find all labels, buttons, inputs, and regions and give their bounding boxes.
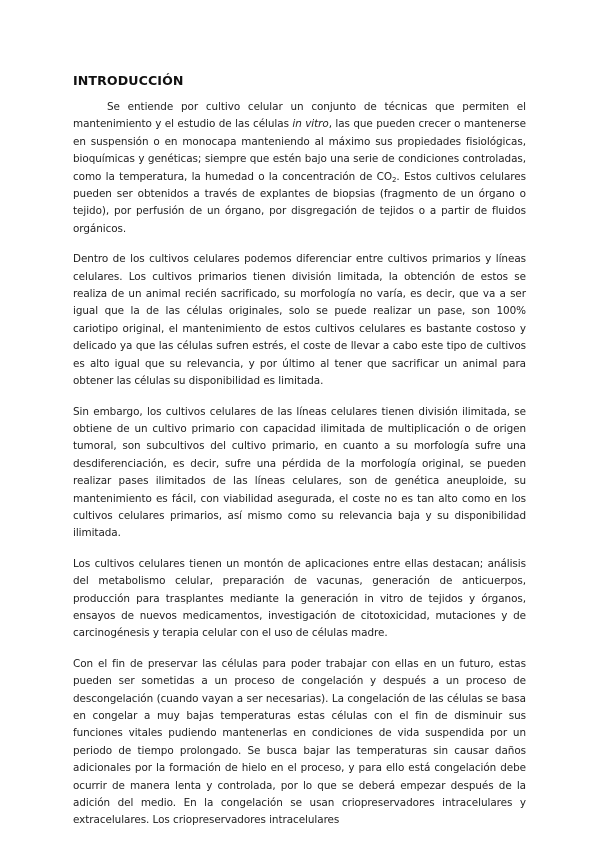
paragraph-applications: Los cultivos celulares tienen un montón de aplicaciones entre ellas destacan; análisis del metabolismo celular, preparación de vacunas, generación de anticuerpos, producción para trasplantes mediante la generación in vitro de tejidos y órganos, ensayos de nuevos medicamentos, investigación de citotoxicidad, mutaciones y de carcinogénesis y terapia celular con el uso de células madre. xyxy=(73,557,526,640)
paragraph-cell-lines: Sin embargo, los cultivos celulares de las líneas celulares tienen división ilimitada, se obtiene de un cultivo primario con capacidad ilimitada de multiplicación o de origen tumoral, son subcultivos del cultivo primario, en cuanto a su morfología sufre una desdiferenciación, es decir, sufre una pérdida de la morfología original, se pueden realizar pases ilimitados de las líneas celulares, son de genética aneuploide, su mantenimiento es fácil, con viabilidad asegurada, el coste no es tan alto como en los cultivos celulares primarios, así mismo como su relevancia baja y su disponibilidad ilimitada. xyxy=(73,405,526,540)
section-heading: INTRODUCCIÓN xyxy=(73,73,184,88)
paragraph-primary-vs-lines: Dentro de los cultivos celulares podemos diferenciar entre cultivos primarios y líneas celulares. Los cultivos primarios tienen división limitada, la obtención de estos se realiza de un animal recién sacrificado, su morfología no varía, es decir, que va a ser igual que la de las células originales, solo se puede realizar un pase, son 100% cariotipo original, el mantenimiento de estos cultivos celulares es bastante costoso y delicado ya que las células sufren estrés, el coste de llevar a cabo este tipo de cultivos es alto igual que su relevancia, y por último al tener que sacrificar un animal para obtener las células su disponibilidad es limitada. xyxy=(73,253,526,388)
paragraph-intro xyxy=(73,99,526,238)
paragraph-intro-text-a: Se entiende por cultivo celular un conjunto de técnicas que permiten el mantenimiento y el estudio de las células xyxy=(73,101,526,131)
paragraph-cryopreservation: Con el fin de preservar las células para poder trabajar con ellas en un futuro, estas pueden ser sometidas a un proceso de congelación y después a un proceso de descongelación (cuando vayan a ser necesarias). La congelación de las células se basa en congelar a muy bajas temperaturas estas células con el fin de disminuir sus funciones vitales pudiendo mantenerlas en condiciones de vida suspendida por un periodo de tiempo prolongado. Se busca bajar las temperaturas sin causar daños adicionales por la formación de hielo en el proceso, y para ello está congelación debe ocurrir de manera lenta y controlada, por lo que se deberá empezar después de la adición del medio. En la congelación se usan criopreservadores intracelulares y extracelulares. Los criopreservadores intracelulares xyxy=(73,657,526,827)
co2-subscript: 2 xyxy=(392,175,397,184)
italic-in-vitro: in vitro xyxy=(292,118,329,131)
document-page xyxy=(73,72,526,830)
paragraph-intro-text-b: , las que pueden crecer o mantenerse en suspensión o en monocapa manteniendo al máximo sus propiedades fisiológicas, bioquímicas y genéticas; siempre que estén bajo una serie de condiciones controladas, como la temperatura, la humedad o la concentración de CO xyxy=(73,118,526,183)
paragraph-intro-text-c: . Estos cultivos celulares pueden ser obtenidos a través de explantes de biopsias (fragmento de un órgano o tejido), por perfusión de un órgano, por disgregación de tejidos o a partir de fluidos orgánicos. xyxy=(73,170,526,235)
